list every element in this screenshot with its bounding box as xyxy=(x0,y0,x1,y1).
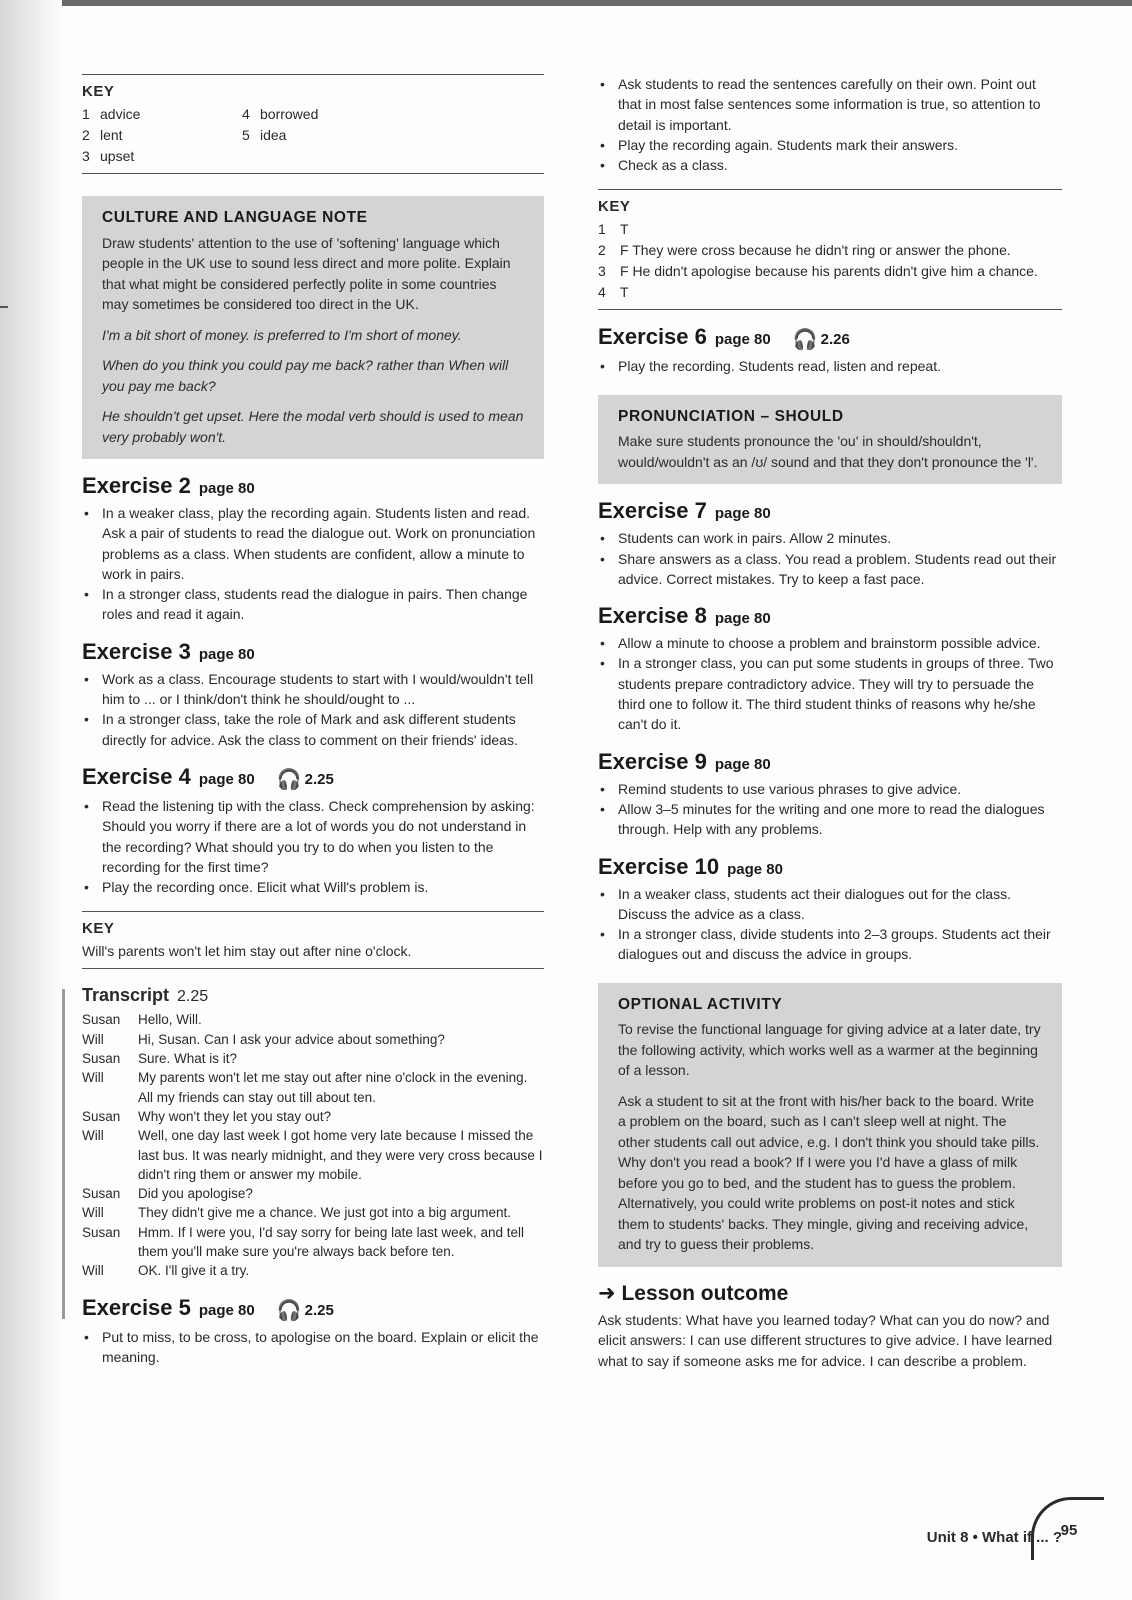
list-item: • Share answers as a class. You read a problem. Students read out their advice. Correct mistakes. Try to keep a fast pace. xyxy=(598,549,1062,590)
list-item: • Play the recording. Students read, listen and repeat. xyxy=(598,356,1062,376)
exercise-7-list xyxy=(598,528,1062,589)
key-title: KEY xyxy=(82,920,115,938)
exercise-5-list xyxy=(82,1327,544,1368)
exercise-2-heading: Exercise 2 page 80 xyxy=(82,473,255,498)
list-item: • Check as a class. xyxy=(598,155,1062,175)
audio-track: 🎧 2.25 xyxy=(276,768,334,791)
transcript-sidebar-line xyxy=(62,989,65,1319)
note-paragraph: Ask a student to sit at the front with his/her back to the board. Write a problem on the board, such as I can't sleep well at night. The other students call out advice, e.g. I don't think you should take pills. Why don't you read a book? If I were you I'd have a glass of milk before you go to bed, and the student has to guess the problem. Alternatively, you could write problems on post-it notes and stick them to students' backs. They mingle, giving and receiving advice, and try to guess their problems. xyxy=(618,1092,1040,1253)
key-answer: Will's parents won't let him stay out after nine o'clock. xyxy=(82,943,412,960)
key-grid xyxy=(82,104,544,167)
right-column xyxy=(598,74,1062,1371)
top-edge xyxy=(0,0,1132,6)
audio-track: 🎧 2.26 xyxy=(792,329,850,352)
key-title: KEY xyxy=(82,83,115,100)
exercise-6-list xyxy=(598,356,1062,376)
transcript-line: Susan Why won't they let you stay out? xyxy=(82,1108,332,1124)
exercise-10-heading: Exercise 10 page 80 xyxy=(598,853,783,879)
note-paragraph: Make sure students pronounce the 'ou' in should/shouldn't, would/wouldn't as an /ʊ/ sound and that they don't pronounce the 'l'. xyxy=(618,433,1038,470)
list-item: • Play the recording once. Elicit what Will's problem is. xyxy=(82,877,544,897)
list-item: • Put to miss, to be cross, to apologise on the board. Explain or elicit the meaning. xyxy=(82,1327,544,1368)
note-example: He shouldn't get upset. Here the modal verb should is used to mean very probably won't. xyxy=(102,408,524,445)
key-item: 5 idea xyxy=(242,127,287,143)
key-item: 4 borrowed xyxy=(242,106,319,122)
exercise-10-list xyxy=(598,884,1062,965)
exercise-4-list xyxy=(82,796,544,897)
key-box-2 xyxy=(82,911,544,969)
transcript xyxy=(82,985,544,1280)
transcript-title: Transcript 2.25 xyxy=(82,985,209,1006)
unit-footer: Unit 8 • What if ... ? xyxy=(926,1529,1062,1546)
left-column xyxy=(82,74,544,1367)
exercise-8-heading: Exercise 8 page 80 xyxy=(598,603,771,629)
list-item: • Ask students to read the sentences carefully on their own. Point out that in most false sentences some information is true, so attention to detail is important. xyxy=(598,74,1062,135)
list-item: • In a weaker class, play the recording again. Students listen and read. Ask a pair of students to read the dialogue out. Work on pronunciation problems as a class. When students are confident, allow a minute to work in pairs. xyxy=(82,503,544,584)
headphones-icon: 🎧 xyxy=(792,329,818,352)
margin-mark xyxy=(0,306,8,308)
page-number: 95 xyxy=(1031,1497,1104,1560)
exercise-3-heading: Exercise 3 page 80 xyxy=(82,638,255,664)
exercise-7-heading: Exercise 7 page 80 xyxy=(598,498,771,524)
exercise-9-heading: Exercise 9 page 80 xyxy=(598,748,771,774)
key-item: 1 advice xyxy=(82,106,141,122)
optional-activity-note xyxy=(598,983,1062,1267)
key-item: 2 lent xyxy=(82,127,123,143)
note-example: When do you think you could pay me back? rather than When will you pay me back? xyxy=(102,357,509,394)
key-item: 3 upset xyxy=(82,148,135,164)
transcript-line: Susan Hmm. If I were you, I'd say sorry for being late last week, and tell them you'll make sure you're always back before ten. xyxy=(82,1224,524,1260)
transcript-line: Susan Did you apologise? xyxy=(82,1186,253,1202)
note-paragraph: To revise the functional language for giving advice at a later date, try the following activity, which works well as a warmer at the beginning of a lesson. xyxy=(618,1021,1041,1079)
transcript-line: Will They didn't give me a chance. We just got into a big argument. xyxy=(82,1205,512,1221)
list-item: • Students can work in pairs. Allow 2 minutes. xyxy=(598,528,1062,548)
key-item: 1 T xyxy=(598,221,629,238)
key-item: 4 T xyxy=(598,284,629,301)
list-item: • In a stronger class, you can put some students in groups of three. Two students prepare contradictory advice. They will try to persuade the third one to follow it. The third student thinks of reasons why he/she can't do it. xyxy=(598,653,1062,734)
pronunciation-note xyxy=(598,395,1062,485)
list-item: • Work as a class. Encourage students to start with I would/wouldn't tell him to ... or I think/don't think he should/ought to ... xyxy=(82,669,544,710)
list-item: • Play the recording again. Students mark their answers. xyxy=(598,135,1062,155)
arrow-right-icon: ➜ xyxy=(598,1281,622,1305)
note-title: CULTURE AND LANGUAGE NOTE xyxy=(102,209,368,226)
note-title: OPTIONAL ACTIVITY xyxy=(618,995,783,1013)
note-title: PRONUNCIATION – SHOULD xyxy=(618,407,844,425)
transcript-line: Will My parents won't let me stay out after nine o'clock in the evening. All my friends can stay out till about ten. xyxy=(82,1070,528,1105)
list-item: • In a stronger class, students read the dialogue in pairs. Then change roles and read it again. xyxy=(82,584,544,625)
exercise-8-list xyxy=(598,633,1062,734)
list-item: • Remind students to use various phrases to give advice. xyxy=(598,779,1062,799)
transcript-line: Will Hi, Susan. Can I ask your advice about something? xyxy=(82,1031,445,1047)
transcript-line: Will OK. I'll give it a try. xyxy=(82,1263,250,1279)
exercise-4-continued-list xyxy=(598,74,1062,175)
list-item: • Allow a minute to choose a problem and brainstorm possible advice. xyxy=(598,633,1062,653)
exercise-3-list xyxy=(82,669,544,750)
lesson-outcome-heading: ➜ Lesson outcome xyxy=(598,1281,789,1305)
lesson-outcome-text: Ask students: What have you learned today? What can you do now? and elicit answers: I can use different structures to give advice. I have learned what to say if someone asks me for advice. I can describe a problem. xyxy=(598,1311,1053,1369)
list-item: • Read the listening tip with the class. Check comprehension by asking: Should you worry if there are a lot of words you do not understand in the recording? What should you try to do when you listen to the recording for the first time? xyxy=(82,796,544,877)
exercise-4-heading: Exercise 4 page 80 🎧 2.25 xyxy=(82,763,334,791)
key-item: 3 F He didn't apologise because his parents didn't give him a chance. xyxy=(598,263,1038,280)
page-spine-shadow xyxy=(0,0,62,1600)
key-list xyxy=(598,219,1062,303)
culture-language-note xyxy=(82,196,544,459)
note-paragraph: Draw students' attention to the use of 'softening' language which people in the UK use to sound less direct and more polite. Explain that what might be considered perfectly polite in some countries may sometimes be considered too direct in the UK. xyxy=(102,234,511,312)
list-item: • In a weaker class, students act their dialogues out for the class. Discuss the advice as a class. xyxy=(598,884,1062,925)
transcript-line: Susan Hello, Will. xyxy=(82,1012,202,1028)
list-item: • In a stronger class, divide students into 2–3 groups. Students act their dialogues out and discuss the advice in groups. xyxy=(598,924,1062,965)
note-example: I'm a bit short of money. is preferred to I'm short of money. xyxy=(102,326,462,343)
key-box-1 xyxy=(82,74,544,174)
transcript-line: Will Well, one day last week I got home very late because I missed the last bus. It was nearly midnight, and they were very cross because I didn't ring them or answer my mobile. xyxy=(82,1128,543,1182)
exercise-2-list xyxy=(82,503,544,625)
headphones-icon: 🎧 xyxy=(276,768,302,791)
exercise-5-heading: Exercise 5 page 80 🎧 2.25 xyxy=(82,1294,334,1322)
headphones-icon: 🎧 xyxy=(276,1299,302,1322)
key-item: 2 F They were cross because he didn't ring or answer the phone. xyxy=(598,242,1011,259)
exercise-6-heading: Exercise 6 page 80 🎧 2.26 xyxy=(598,324,850,352)
exercise-9-list xyxy=(598,779,1062,840)
list-item: • Allow 3–5 minutes for the writing and one more to read the dialogues through. Help with any problems. xyxy=(598,799,1062,840)
list-item: • In a stronger class, take the role of Mark and ask different students directly for advice. Ask the class to comment on their friends' ideas. xyxy=(82,709,544,750)
key-box-3 xyxy=(598,189,1062,310)
key-title: KEY xyxy=(598,198,631,216)
transcript-line: Susan Sure. What is it? xyxy=(82,1051,238,1067)
audio-track: 🎧 2.25 xyxy=(276,1299,334,1322)
